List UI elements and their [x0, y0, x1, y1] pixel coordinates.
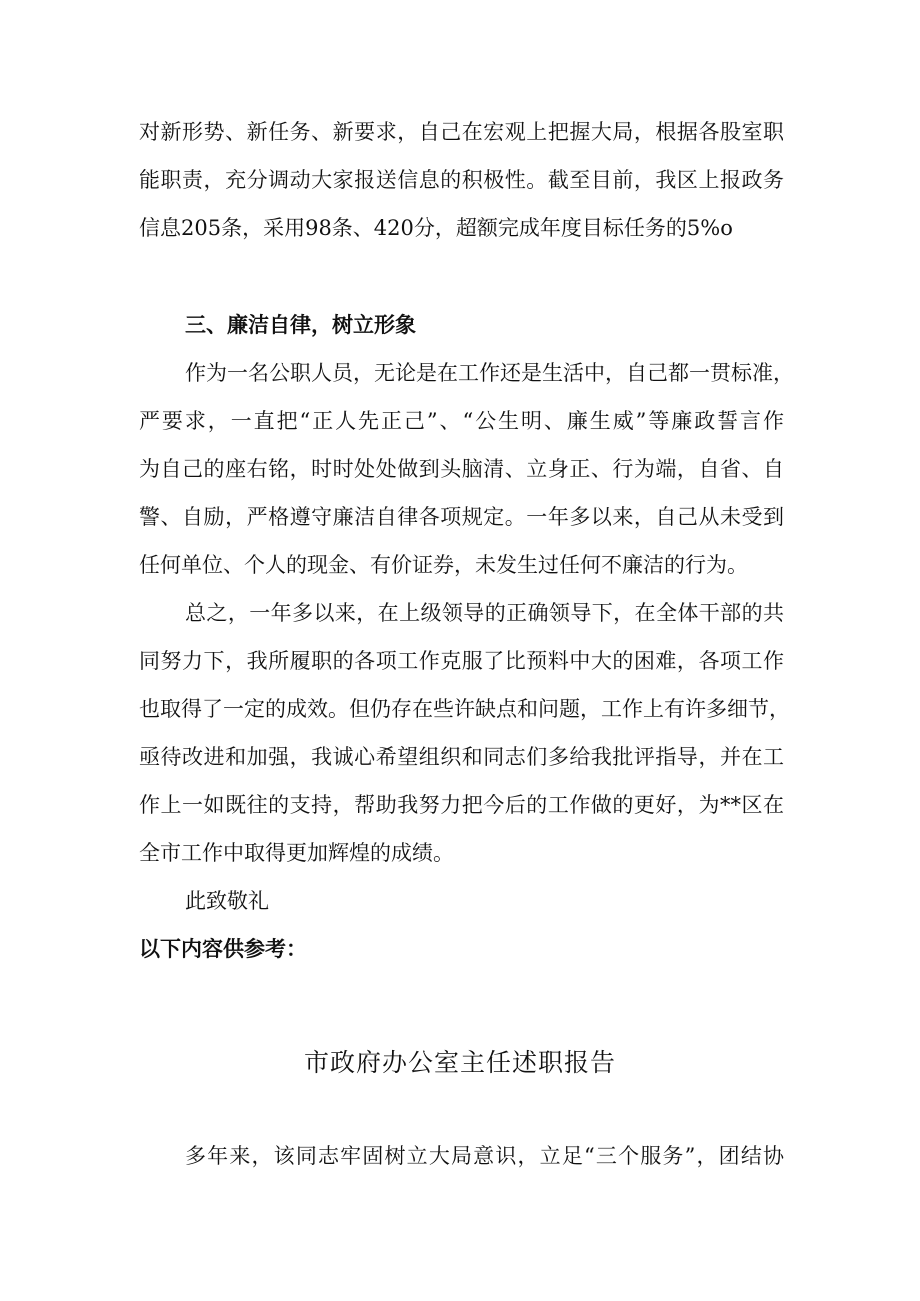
summary-line-5: 作上一如既往的支持，帮助我努力把今后的工作做的更好，为**区在: [139, 793, 784, 817]
report-first-line: 多年来，该同志牢固树立大局意识，立足“三个服务”，团结协: [185, 1144, 784, 1168]
summary-line-6: 全市工作中取得更加辉煌的成绩。: [139, 841, 454, 865]
section-three-line-5: 任何单位、个人的现金、有价证券，未发生过任何不廉洁的行为。: [139, 553, 748, 577]
intro-line-2: 能职责，充分调动大家报送信息的积极性。截至目前，我区上报政务: [139, 168, 784, 192]
summary-line-2: 同努力下，我所履职的各项工作克服了比预料中大的困难，各项工作: [139, 649, 784, 673]
section-three-line-4: 警、自励，严格遵守廉洁自律各项规定。一年多以来，自己从未受到: [139, 505, 784, 529]
closing-salutation: 此致敬礼: [185, 889, 269, 913]
summary-line-4: 亟待改进和加强，我诚心希望组织和同志们多给我批评指导，并在工: [139, 745, 784, 769]
section-three-line-3: 为自己的座右铭，时时处处做到头脑清、立身正、行为端，自省、自: [139, 457, 784, 481]
section-three-line-1: 作为一名公职人员，无论是在工作还是生活中，自己都一贯标准，: [185, 361, 794, 385]
summary-line-3: 也取得了一定的成效。但仍存在些许缺点和问题，工作上有许多细节，: [139, 697, 790, 721]
report-title: 市政府办公室主任述职报告: [303, 1048, 616, 1077]
reference-note: 以下内容供参考：: [139, 937, 307, 961]
section-three-line-2: 严要求，一直把“正人先正己”、“公生明、廉生威”等廉政誓言作: [139, 409, 784, 433]
intro-line-1: 对新形势、新任务、新要求，自己在宏观上把握大局，根据各股室职: [139, 120, 784, 144]
intro-line-3: 信息205条，采用98条、420分，超额完成年度目标任务的5%o: [139, 216, 733, 240]
section-three-heading: 三、廉洁自律，树立形象: [185, 313, 416, 337]
summary-line-1: 总之，一年多以来，在上级领导的正确领导下，在全体干部的共: [185, 601, 784, 625]
